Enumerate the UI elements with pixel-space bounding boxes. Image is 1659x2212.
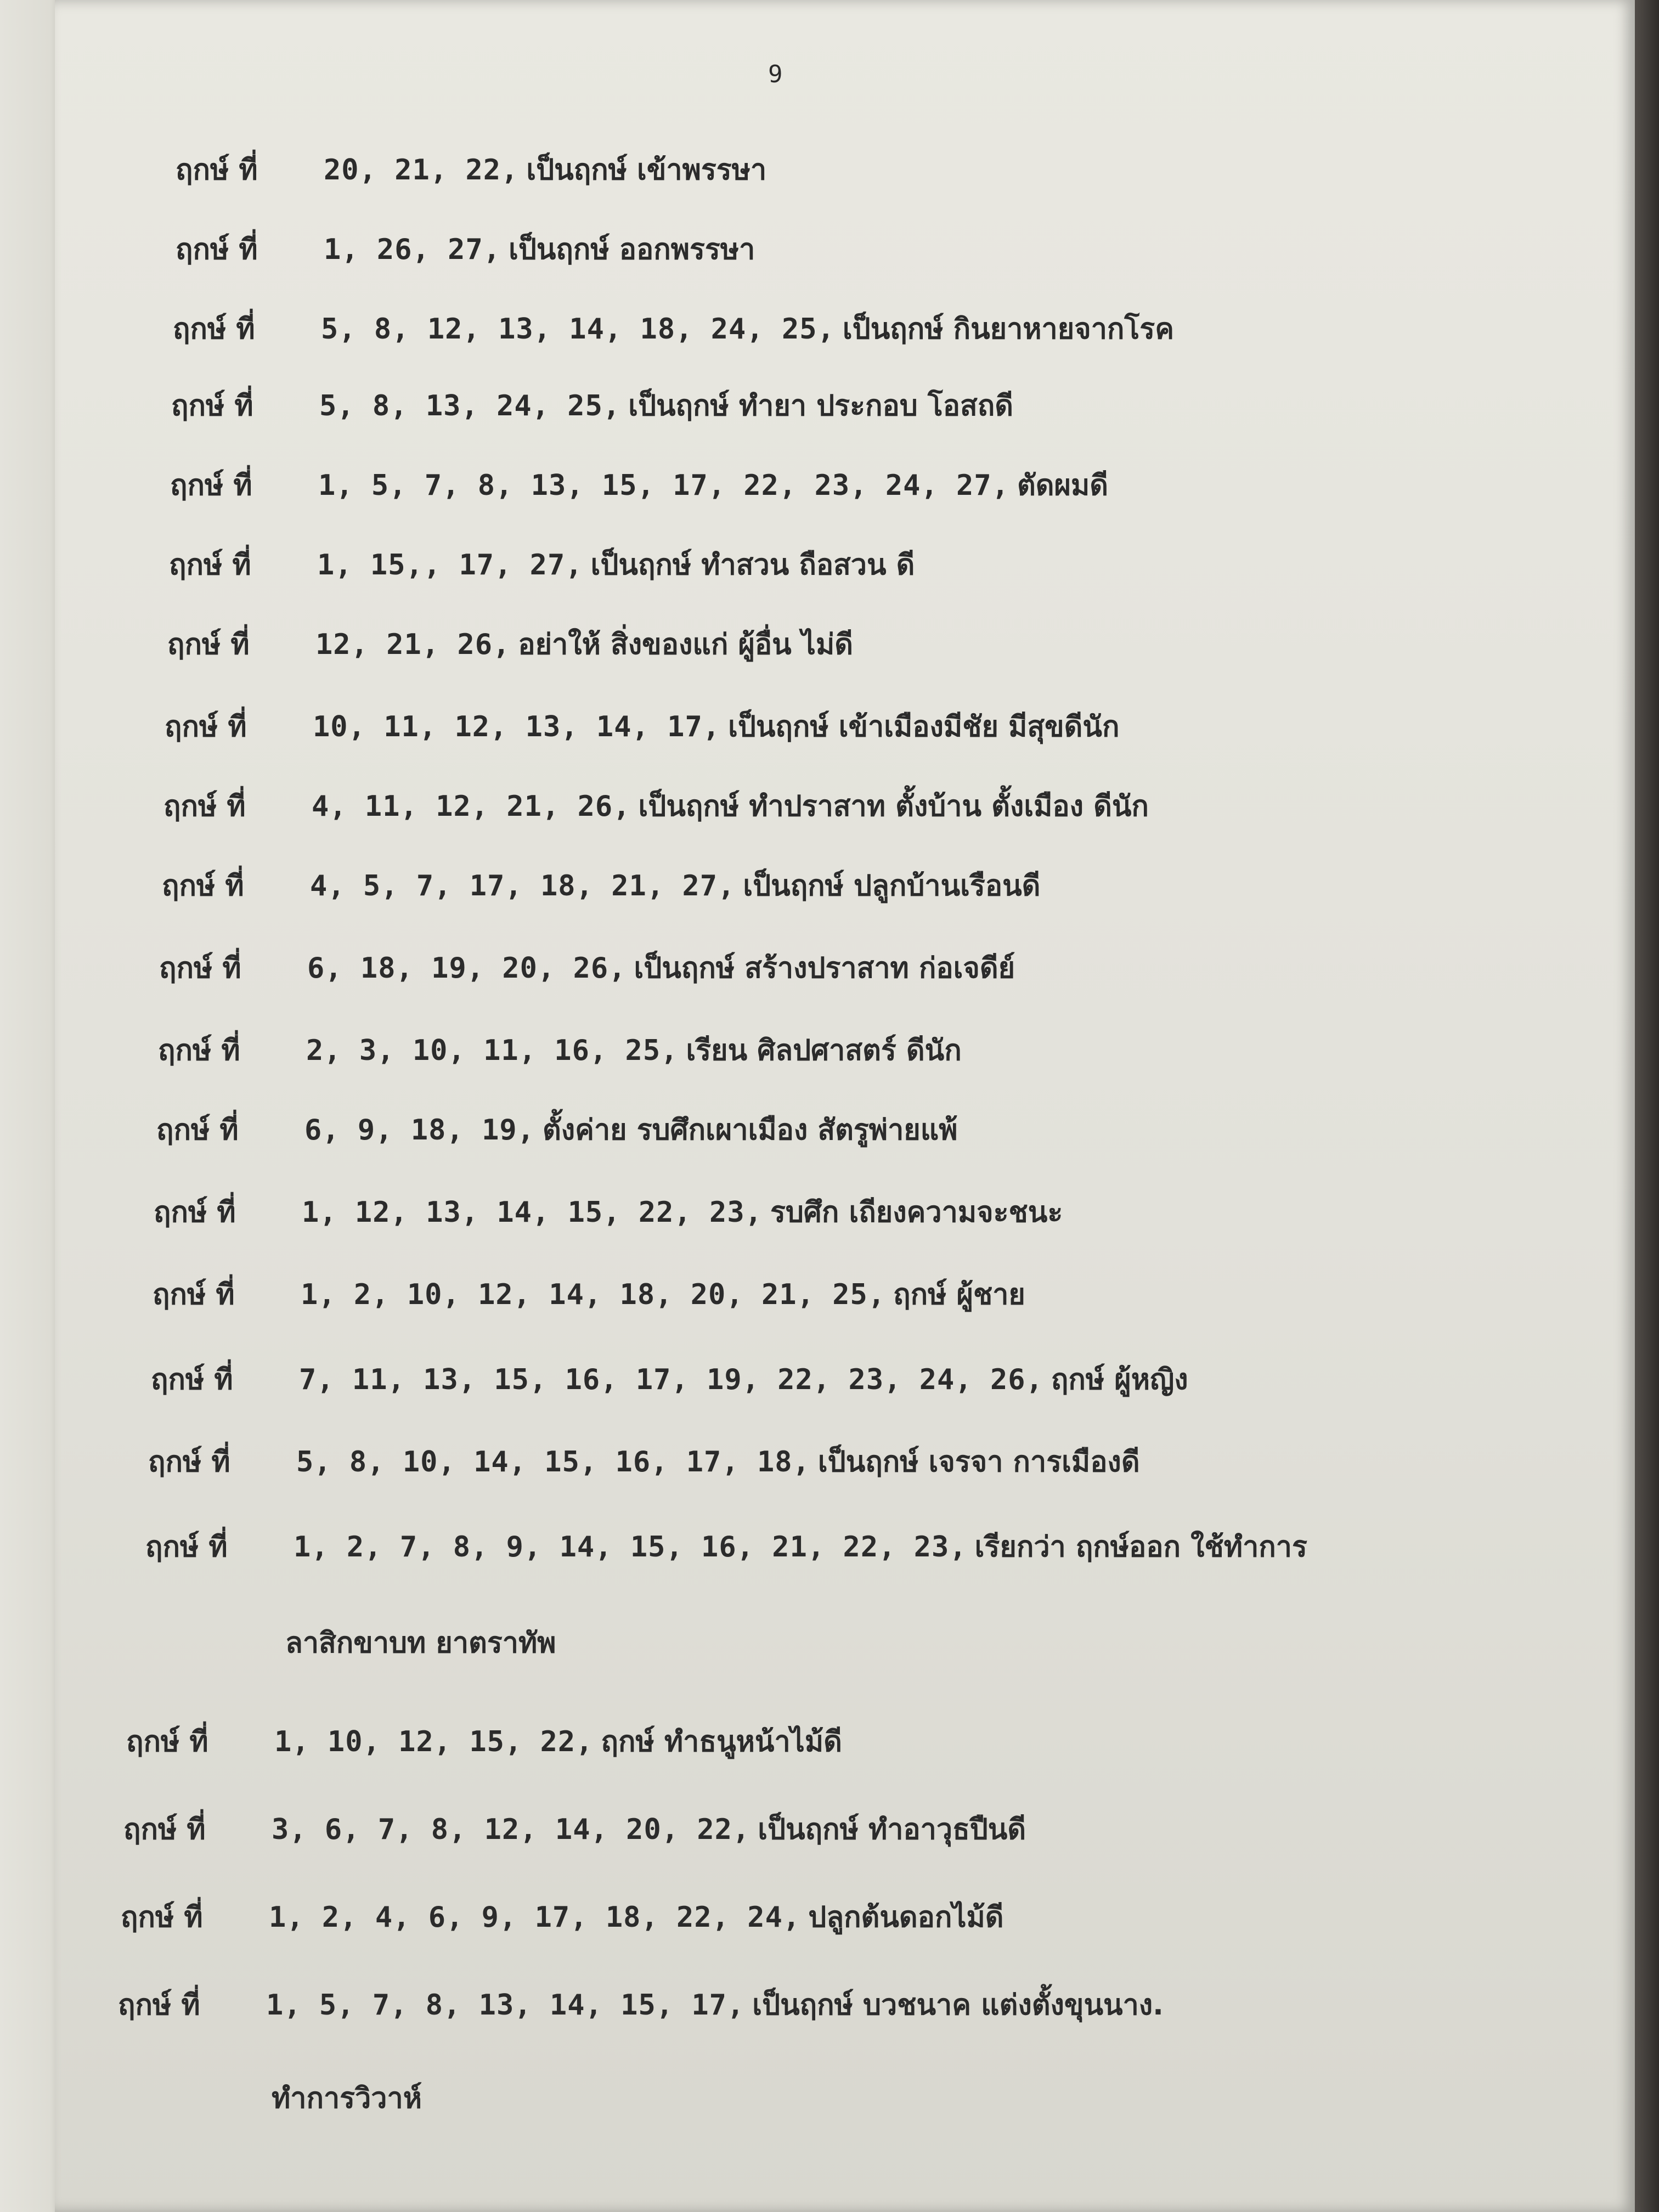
entry-meaning: เป็นฤกษ์ ทำอาวุธปืนดี bbox=[758, 1813, 1026, 1846]
entry-meaning: เป็นฤกษ์ เข้าพรรษา bbox=[526, 154, 767, 187]
document-page bbox=[55, 0, 1635, 2212]
auspicious-entry bbox=[154, 1193, 1063, 1232]
auspicious-entry bbox=[176, 151, 766, 189]
entry-days: 2, 3, 10, 11, 16, 25, bbox=[306, 1034, 679, 1067]
entry-label: ฤกษ์ ที่ bbox=[169, 549, 251, 582]
entry-meaning: อย่าให้ สิ่งของแก่ ผู้อื่น ไม่ดี bbox=[518, 628, 853, 661]
entry-label: ฤกษ์ ที่ bbox=[165, 710, 247, 743]
auspicious-entry bbox=[151, 1361, 1188, 1399]
entry-days: 1, 15,, 17, 27, bbox=[317, 549, 583, 582]
entry-meaning: ฤกษ์ ผู้ชาย bbox=[893, 1278, 1025, 1311]
auspicious-entry bbox=[171, 387, 1013, 425]
entry-meaning: เป็นฤกษ์ กินยาหายจากโรค bbox=[842, 313, 1175, 346]
auspicious-days-list bbox=[55, 0, 1635, 2212]
auspicious-entry bbox=[176, 230, 755, 269]
entry-meaning: ตัดผมดี bbox=[1017, 469, 1109, 502]
entry-meaning: เป็นฤกษ์ ทำยา ประกอบ โอสถดี bbox=[628, 390, 1013, 422]
entry-days: 7, 11, 13, 15, 16, 17, 19, 22, 23, 24, 26, bbox=[299, 1363, 1043, 1396]
entry-meaning: ฤกษ์ ทำธนูหน้าไม้ดี bbox=[601, 1725, 842, 1758]
entry-label: ฤกษ์ ที่ bbox=[173, 313, 255, 346]
entry-days: 3, 6, 7, 8, 12, 14, 20, 22, bbox=[272, 1813, 751, 1846]
entry-days: 12, 21, 26, bbox=[315, 628, 511, 661]
entry-meaning: เป็นฤกษ์ เจรจา การเมืองดี bbox=[817, 1446, 1140, 1479]
entry-meaning: ฤกษ์ ผู้หญิง bbox=[1051, 1363, 1188, 1396]
entry-label: ฤกษ์ ที่ bbox=[159, 952, 241, 985]
entry-meaning: ตั้งค่าย รบศึกเผาเมือง สัตรูพ่ายแพ้ bbox=[543, 1114, 958, 1147]
auspicious-entry bbox=[118, 1986, 1164, 2024]
entry-meaning: เป็นฤกษ์ ออกพรรษา bbox=[509, 233, 755, 266]
entry-meaning: เรียน ศิลปศาสตร์ ดีนัก bbox=[686, 1034, 962, 1067]
entry-meaning: เป็นฤกษ์ ทำปราสาท ตั้งบ้าน ตั้งเมือง ดีนัก bbox=[638, 790, 1149, 823]
entry-label: ฤกษ์ ที่ bbox=[154, 1196, 236, 1229]
auspicious-entry bbox=[163, 787, 1149, 826]
entry-days: 1, 12, 13, 14, 15, 22, 23, bbox=[302, 1196, 763, 1229]
entry-label: ฤกษ์ ที่ bbox=[163, 790, 246, 823]
auspicious-entry bbox=[162, 867, 1040, 905]
entry-meaning: เป็นฤกษ์ บวชนาค แต่งตั้งขุนนาง. bbox=[752, 1989, 1164, 2022]
entry-meaning: เป็นฤกษ์ ทำสวน ถือสวน ดี bbox=[590, 549, 915, 582]
auspicious-entry bbox=[121, 1898, 1004, 1937]
entry-label: ฤกษ์ ที่ bbox=[176, 154, 258, 187]
entry-label: ฤกษ์ ที่ bbox=[145, 1531, 228, 1564]
entry-label: ฤกษ์ ที่ bbox=[126, 1725, 208, 1758]
entry-label: ฤกษ์ ที่ bbox=[171, 390, 253, 422]
entry-label: ฤกษ์ ที่ bbox=[148, 1446, 230, 1479]
auspicious-entry bbox=[145, 1528, 1307, 1566]
entry-label: ฤกษ์ ที่ bbox=[176, 233, 258, 266]
entry-label: ฤกษ์ ที่ bbox=[118, 1989, 200, 2022]
auspicious-entry bbox=[148, 1443, 1140, 1481]
entry-days: 6, 9, 18, 19, bbox=[304, 1114, 535, 1147]
entry-days: 5, 8, 10, 14, 15, 16, 17, 18, bbox=[296, 1446, 810, 1479]
entry-meaning: เรียกว่า ฤกษ์ออก ใช้ทำการ bbox=[974, 1531, 1307, 1564]
entry-continuation: ทำการวิวาห์ bbox=[272, 2082, 422, 2115]
entry-days: 1, 5, 7, 8, 13, 14, 15, 17, bbox=[266, 1989, 745, 2022]
entry-label: ฤกษ์ ที่ bbox=[162, 870, 244, 902]
auspicious-entry bbox=[169, 546, 915, 584]
entry-meaning: เป็นฤกษ์ เข้าเมืองมีชัย มีสุขดีนัก bbox=[728, 710, 1120, 743]
entry-days: 1, 5, 7, 8, 13, 15, 17, 22, 23, 24, 27, bbox=[318, 469, 1009, 502]
entry-days: 4, 11, 12, 21, 26, bbox=[312, 790, 631, 823]
entry-days: 10, 11, 12, 13, 14, 17, bbox=[313, 710, 721, 743]
auspicious-entry bbox=[156, 1111, 958, 1149]
entry-days: 5, 8, 12, 13, 14, 18, 24, 25, bbox=[321, 313, 835, 346]
auspicious-entry bbox=[158, 1031, 962, 1070]
entry-label: ฤกษ์ ที่ bbox=[151, 1363, 233, 1396]
entry-days: 1, 2, 7, 8, 9, 14, 15, 16, 21, 22, 23, bbox=[294, 1531, 967, 1564]
entry-days: 5, 8, 13, 24, 25, bbox=[319, 390, 621, 422]
entry-meaning: รบศึก เถียงความจะชนะ bbox=[770, 1196, 1063, 1229]
entry-days: 1, 10, 12, 15, 22, bbox=[274, 1725, 594, 1758]
page-number: 9 bbox=[768, 60, 783, 88]
entry-continuation: ลาสิกขาบท ยาตราทัพ bbox=[285, 1627, 556, 1660]
entry-days: 6, 18, 19, 20, 26, bbox=[307, 952, 627, 985]
entry-meaning: เป็นฤกษ์ ปลูกบ้านเรือนดี bbox=[743, 870, 1041, 902]
auspicious-entry bbox=[173, 310, 1174, 348]
entry-label: ฤกษ์ ที่ bbox=[158, 1034, 240, 1067]
entry-days: 1, 26, 27, bbox=[324, 233, 501, 266]
auspicious-entry bbox=[165, 708, 1119, 746]
entry-meaning: เป็นฤกษ์ สร้างปราสาท ก่อเจดีย์ bbox=[634, 952, 1015, 985]
entry-label: ฤกษ์ ที่ bbox=[156, 1114, 239, 1147]
entry-label: ฤกษ์ ที่ bbox=[121, 1901, 203, 1934]
auspicious-entry bbox=[159, 949, 1015, 988]
auspicious-entry bbox=[167, 625, 853, 664]
auspicious-entry bbox=[170, 466, 1108, 505]
auspicious-entry bbox=[153, 1276, 1025, 1314]
entry-label: ฤกษ์ ที่ bbox=[167, 628, 250, 661]
entry-days: 1, 2, 10, 12, 14, 18, 20, 21, 25, bbox=[301, 1278, 886, 1311]
entry-label: ฤกษ์ ที่ bbox=[170, 469, 252, 502]
entry-days: 4, 5, 7, 17, 18, 21, 27, bbox=[310, 870, 736, 902]
entry-days: 20, 21, 22, bbox=[324, 154, 519, 187]
auspicious-entry bbox=[123, 1810, 1026, 1849]
entry-meaning: ปลูกต้นดอกไม้ดี bbox=[808, 1901, 1004, 1934]
entry-days: 1, 2, 4, 6, 9, 17, 18, 22, 24, bbox=[269, 1901, 801, 1934]
entry-label: ฤกษ์ ที่ bbox=[153, 1278, 235, 1311]
auspicious-entry bbox=[126, 1723, 842, 1761]
entry-label: ฤกษ์ ที่ bbox=[123, 1813, 206, 1846]
